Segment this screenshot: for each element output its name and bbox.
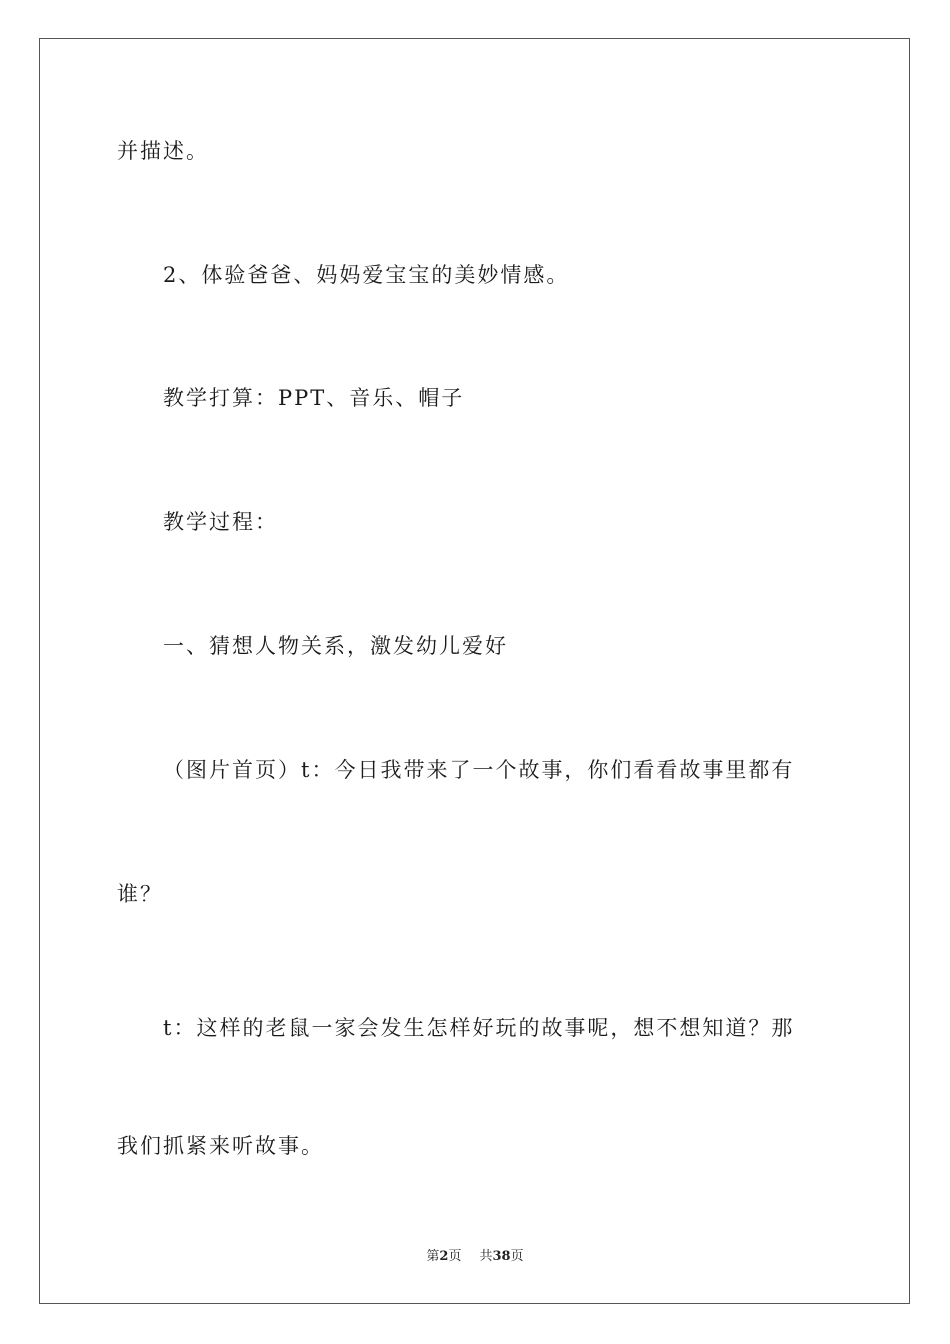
body-line-9: 我们抓紧来听故事。: [117, 1134, 324, 1158]
body-line-7: 谁？: [117, 882, 163, 906]
section-heading-1: 一、猜想人物关系，激发幼儿爱好: [163, 634, 508, 658]
body-line-1: 并描述。: [117, 139, 209, 163]
footer-total-suffix: 页: [510, 1249, 524, 1264]
body-line-4: 教学过程：: [163, 510, 278, 534]
body-line-8: t：这样的老鼠一家会发生怎样好玩的故事呢，想不想知道？那: [163, 1016, 795, 1040]
body-line-3: 教学打算：PPT、音乐、帽子: [163, 386, 465, 410]
footer-page-prefix: 第: [426, 1249, 440, 1264]
footer-total-prefix: 共: [479, 1249, 493, 1264]
body-line-2: 2、体验爸爸、妈妈爱宝宝的美妙情感。: [163, 263, 570, 287]
page-border: [39, 38, 910, 1304]
footer-page-suffix: 页: [448, 1249, 462, 1264]
footer-page-number: 2: [439, 1249, 449, 1264]
page-footer: [0, 1248, 950, 1266]
body-line-6: （图片首页）t：今日我带来了一个故事，你们看看故事里都有: [163, 758, 795, 782]
footer-total-pages: 38: [492, 1249, 511, 1264]
